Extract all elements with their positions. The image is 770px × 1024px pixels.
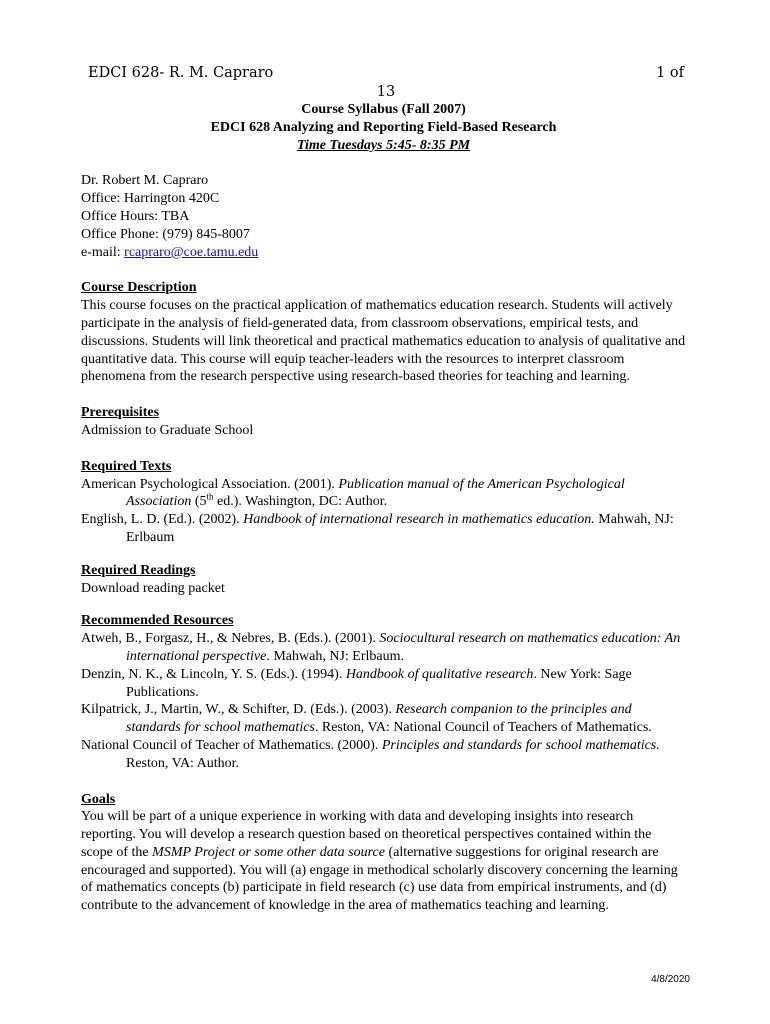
instructor-name: Dr. Robert M. Capraro bbox=[81, 173, 209, 189]
page-header bbox=[88, 64, 684, 101]
reference-item: Denzin, N. K., & Lincoln, Y. S. (Eds.). (1994). Handbook of qualitative research. New York: Sage Publications. bbox=[81, 666, 632, 700]
class-time: Time Tuesdays 5:45- 8:35 PM bbox=[296, 137, 471, 153]
email-line bbox=[81, 244, 686, 262]
instructor-office: Office: Harrington 420C bbox=[81, 191, 220, 207]
required-texts-heading: Required Texts bbox=[81, 458, 172, 474]
required-readings-heading: Required Readings bbox=[81, 562, 196, 578]
office-phone: Office Phone: (979) 845-8007 bbox=[81, 226, 250, 242]
reference-item: National Council of Teacher of Mathematics. (2000). Principles and standards for school mathematics. Reston, VA: Author. bbox=[81, 737, 660, 771]
document-body bbox=[81, 101, 686, 915]
reference-item: Kilpatrick, J., Martin, W., & Schifter, D. (Eds.). (2003). Research companion to the principles and standards for school mathematics. Reston, VA: National Council of Teachers of Mathematics. bbox=[81, 702, 652, 736]
office-hours: Office Hours: TBA bbox=[81, 208, 190, 224]
header-page-number: 1 of bbox=[656, 65, 684, 81]
header-page-total: 13 bbox=[376, 84, 396, 100]
prerequisites-heading: Prerequisites bbox=[81, 405, 160, 421]
recommended-heading: Recommended Resources bbox=[81, 613, 234, 629]
goals-heading: Goals bbox=[81, 791, 116, 807]
description-heading: Course Description bbox=[81, 280, 197, 296]
goals-text: You will be part of a unique experience in working with data and developing insights into research reporting. You will develop a research question based on theoretical perspectives contained within the scope of the MSMP Project or some other data source (alternative suggestions for original research are encouraged and supported). You will (a) engage in methodical scholarly discovery concerning the learning of mathematics concepts (b) participate in field research (c) use data from empirical instruments, and (d) contribute to the advancement of knowledge in the area of mathematics teaching and learning. bbox=[81, 809, 678, 914]
description-text: This course focuses on the practical application of mathematics education research. Students will actively participate in the analysis of field-generated data, from classroom observations, empirical tests, and discussions. Students will link theoretical and practical mathematics education to analysis of qualitative and quantitative data. This course will equip teacher-leaders with the resources to interpret classroom phenomena from the research perspective using research-based theories for teaching and learning. bbox=[81, 298, 686, 385]
reference-item: English, L. D. (Ed.). (2002). Handbook of international research in mathematics education. Mahwah, NJ: Erlbaum bbox=[81, 512, 674, 545]
footer-date: 4/8/2020 bbox=[651, 974, 690, 985]
syllabus-title: Course Syllabus (Fall 2007) bbox=[301, 102, 466, 117]
required-readings-text: Download reading packet bbox=[81, 580, 225, 596]
reference-item: Atweh, B., Forgasz, H., & Nebres, B. (Eds.). (2001). Sociocultural research on mathematics education: An international perspective. Mahwah, NJ: Erlbaum. bbox=[81, 631, 681, 664]
prerequisites-text: Admission to Graduate School bbox=[81, 422, 254, 438]
email-link[interactable]: rcapraro@coe.tamu.edu bbox=[124, 244, 259, 260]
reference-item: American Psychological Association. (2001). Publication manual of the American Psychological Association (5th ed.). Washington, DC: Author. bbox=[81, 476, 625, 510]
email-label: e-mail: bbox=[81, 244, 125, 260]
course-title: EDCI 628 Analyzing and Reporting Field-Based Research bbox=[210, 119, 557, 135]
header-course: EDCI 628- R. M. Capraro bbox=[88, 65, 274, 81]
